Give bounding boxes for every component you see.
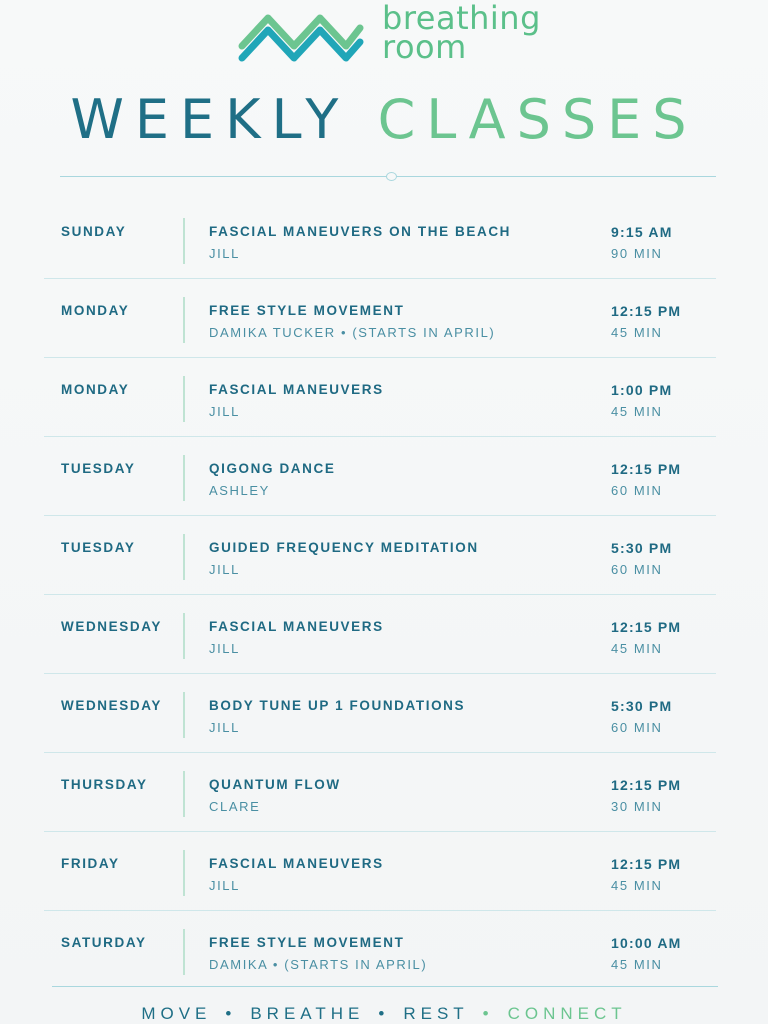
row-divider: [183, 692, 185, 738]
class-instructor: JILL: [209, 641, 240, 656]
brand-name: [382, 0, 541, 66]
footer-separator: •: [225, 1004, 237, 1023]
schedule-row: [44, 200, 716, 279]
class-duration: 60 MIN: [611, 562, 663, 577]
class-duration: 90 MIN: [611, 246, 663, 261]
class-time: 1:00 PM: [611, 382, 673, 398]
schedule-row: [44, 832, 716, 911]
class-day: SATURDAY: [61, 935, 147, 950]
brand-logo: [238, 0, 558, 70]
divider-ornament: [386, 172, 397, 181]
schedule-row: [44, 279, 716, 358]
class-duration: 45 MIN: [611, 878, 663, 893]
row-divider: [183, 218, 185, 264]
footer-word-connect: CONNECT: [507, 1004, 627, 1023]
class-time: 12:15 PM: [611, 461, 682, 477]
schedule-row: [44, 674, 716, 753]
class-day: SUNDAY: [61, 224, 127, 239]
class-name: GUIDED FREQUENCY MEDITATION: [209, 540, 479, 555]
footer-separator: •: [482, 1004, 494, 1023]
row-divider: [183, 850, 185, 896]
schedule-row: [44, 516, 716, 595]
class-name: FASCIAL MANEUVERS: [209, 856, 384, 871]
class-day: FRIDAY: [61, 856, 120, 871]
class-instructor: JILL: [209, 404, 240, 419]
class-name: FASCIAL MANEUVERS ON THE BEACH: [209, 224, 512, 239]
footer-word-rest: REST: [403, 1004, 469, 1023]
schedule-list: [44, 200, 716, 989]
wave-logo-icon: [238, 8, 366, 66]
class-day: WEDNESDAY: [61, 619, 162, 634]
schedule-row: [44, 595, 716, 674]
class-duration: 45 MIN: [611, 404, 663, 419]
class-duration: 45 MIN: [611, 325, 663, 340]
class-duration: 60 MIN: [611, 483, 663, 498]
class-time: 12:15 PM: [611, 856, 682, 872]
class-instructor: JILL: [209, 878, 240, 893]
class-day: MONDAY: [61, 303, 130, 318]
class-time: 5:30 PM: [611, 540, 673, 556]
row-divider: [183, 534, 185, 580]
footer-separator: •: [378, 1004, 390, 1023]
class-name: FREE STYLE MOVEMENT: [209, 935, 405, 950]
row-divider: [183, 376, 185, 422]
bottom-divider: [52, 986, 718, 987]
class-instructor: JILL: [209, 720, 240, 735]
class-day: MONDAY: [61, 382, 130, 397]
class-duration: 60 MIN: [611, 720, 663, 735]
class-duration: 45 MIN: [611, 641, 663, 656]
class-day: TUESDAY: [61, 461, 136, 476]
class-day: WEDNESDAY: [61, 698, 162, 713]
class-time: 5:30 PM: [611, 698, 673, 714]
class-day: THURSDAY: [61, 777, 148, 792]
class-name: FASCIAL MANEUVERS: [209, 382, 384, 397]
class-instructor: ASHLEY: [209, 483, 270, 498]
brand-name-line2: room: [382, 28, 467, 66]
class-day: TUESDAY: [61, 540, 136, 555]
class-time: 9:15 AM: [611, 224, 673, 240]
title-word-weekly: WEEKLY: [70, 88, 350, 151]
title-word-classes: CLASSES: [377, 88, 698, 151]
row-divider: [183, 613, 185, 659]
class-time: 12:15 PM: [611, 777, 682, 793]
footer-word-move: MOVE: [141, 1004, 212, 1023]
schedule-row: [44, 358, 716, 437]
class-name: BODY TUNE UP 1 FOUNDATIONS: [209, 698, 466, 713]
class-name: FASCIAL MANEUVERS: [209, 619, 384, 634]
schedule-row: [44, 911, 716, 989]
class-instructor: DAMIKA TUCKER • (STARTS IN APRIL): [209, 325, 496, 340]
row-divider: [183, 929, 185, 975]
row-divider: [183, 455, 185, 501]
schedule-row: [44, 437, 716, 516]
class-instructor: DAMIKA • (STARTS IN APRIL): [209, 957, 428, 972]
class-duration: 45 MIN: [611, 957, 663, 972]
class-instructor: JILL: [209, 562, 240, 577]
class-name: QUANTUM FLOW: [209, 777, 341, 792]
class-time: 12:15 PM: [611, 619, 682, 635]
brand-name-line1: breathing: [382, 0, 541, 37]
class-instructor: JILL: [209, 246, 240, 261]
class-instructor: CLARE: [209, 799, 261, 814]
class-time: 10:00 AM: [611, 935, 682, 951]
class-name: QIGONG DANCE: [209, 461, 336, 476]
class-name: FREE STYLE MOVEMENT: [209, 303, 405, 318]
footer-tagline: [0, 1004, 768, 1024]
footer-word-breathe: BREATHE: [250, 1004, 365, 1023]
class-time: 12:15 PM: [611, 303, 682, 319]
schedule-row: [44, 753, 716, 832]
row-divider: [183, 297, 185, 343]
class-duration: 30 MIN: [611, 799, 663, 814]
row-divider: [183, 771, 185, 817]
page-title: [0, 88, 768, 151]
